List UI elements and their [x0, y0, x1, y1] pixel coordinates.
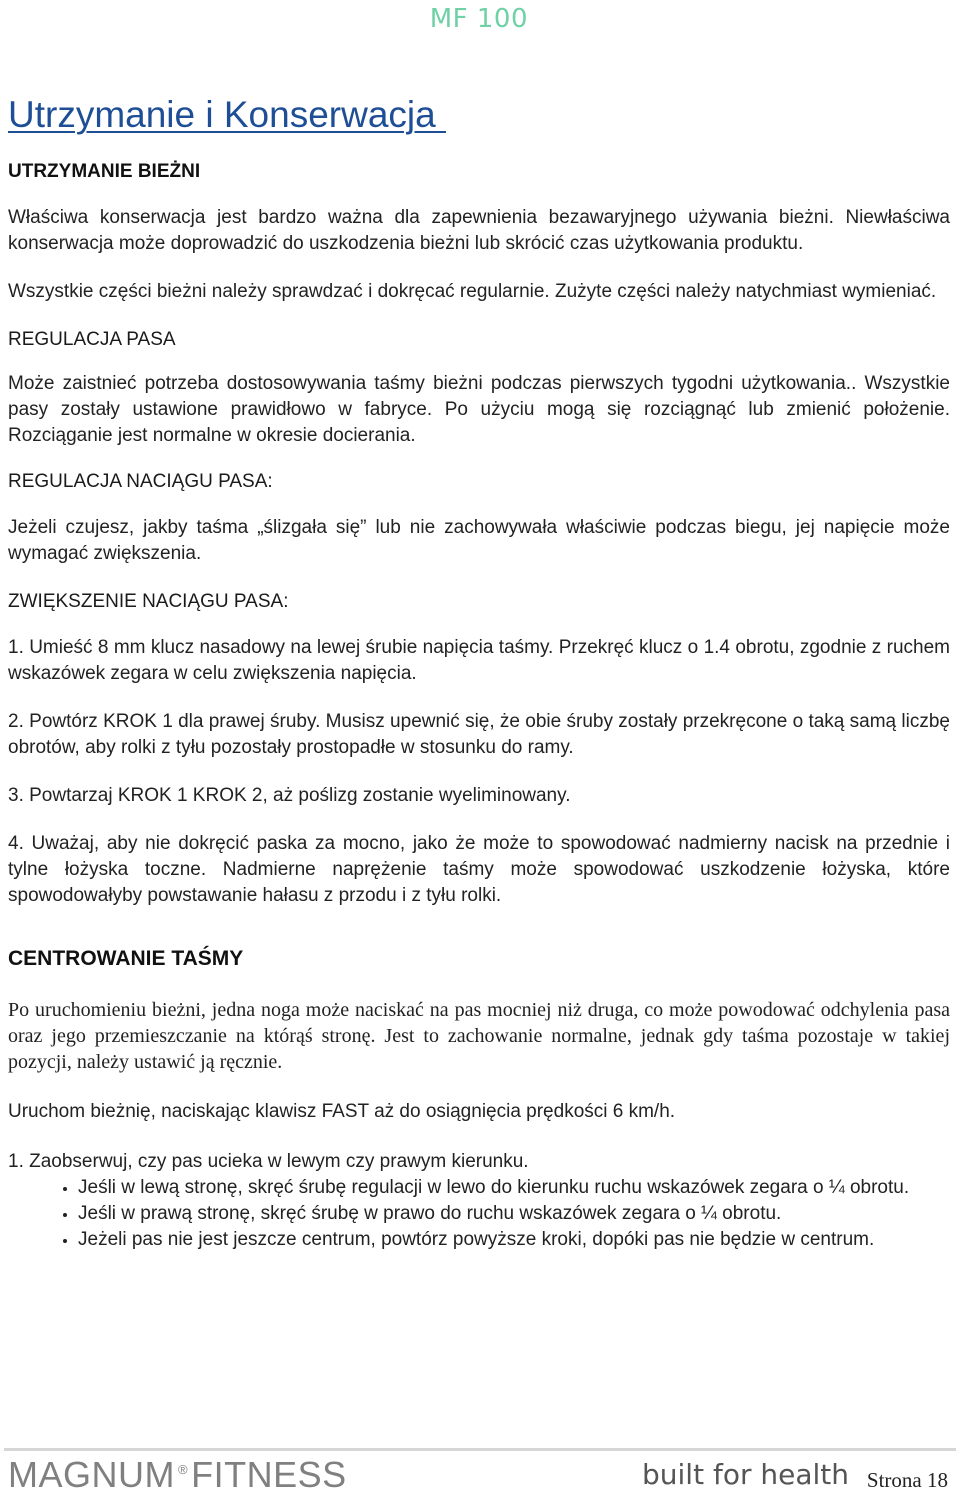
paragraph-start-treadmill: Uruchom bieżnię, naciskając klawisz FAST aż do osiągnięcia prędkości 6 km/h. [8, 1101, 676, 1122]
list-item: • Jeżeli pas nie jest jeszcze centrum, powtórz powyższe kroki, dopóki pas nie będzie w centrum. [78, 1227, 950, 1253]
heading-utrzymanie-biezni: UTRZYMANIE BIEŻNI [8, 161, 201, 182]
paragraph-parts-check: Wszystkie części bieżni należy sprawdzać i dokręcać regularnie. Zużyte części należy natychmiast wymieniać. [8, 281, 937, 302]
step-2: 2. Powtórz KROK 1 dla prawej śruby. Musisz upewnić się, że obie śruby zostały przekręcone o taką samą liczbę obrotów, aby rolki z tyłu pozostały prostopadłe w stosunku do ramy. [8, 711, 950, 758]
heading-regulacja-naciagu: REGULACJA NACIĄGU PASA: [8, 471, 273, 492]
document-body [8, 94, 950, 1253]
step-3: 3. Powtarzaj KROK 1 KROK 2, aż poślizg zostanie wyeliminowany. [8, 785, 571, 806]
brand-tagline: built for health [642, 1458, 849, 1491]
page-title: Utrzymanie i Konserwacja [8, 94, 446, 135]
paragraph-belt-adjustment: Może zaistnieć potrzeba dostosowywania taśmy bieżni podczas pierwszych tygodni użytkowania.. Wszystkie pasy zostały ustawione prawidłowo w fabryce. Po użyciu mogą się rozciągnąć lub zmienić położenie. Rozciąganie jest normalne w okresie docierania. [8, 373, 950, 446]
paragraph-belt-slipping: Jeżeli czujesz, jakby taśma „ślizgała się” lub nie zachowywała właściwie podczas biegu, jej napięcie może wymagać zwiększenia. [8, 517, 950, 564]
paragraph-observe-belt: 1. Zaobserwuj, czy pas ucieka w lewym czy prawym kierunku. [8, 1151, 529, 1172]
heading-centrowanie-tasmy: CENTROWANIE TAŚMY [8, 947, 244, 970]
brand-name-magnum: MAGNUM [8, 1454, 175, 1495]
brand-name-fitness: FITNESS [191, 1454, 347, 1495]
list-item: • Jeśli w lewą stronę, skręć śrubę regulacji w lewo do kierunku ruchu wskazówek zegara o ¼ obrotu. [78, 1175, 950, 1201]
page-number: Strona 18 [866, 1468, 948, 1492]
model-tag: MF 100 [429, 4, 528, 34]
step-4: 4. Uważaj, aby nie dokręcić paska za mocno, jako że może to spowodować nadmierny nacisk na przednie i tylne łożyska toczne. Nadmierne naprężenie taśmy może spowodować uszkodzenie łożyska, które spowodowałyby powstawanie hałasu z przodu i z tyłu rolki. [8, 833, 950, 906]
list-item: • Jeśli w prawą stronę, skręć śrubę w prawo do ruchu wskazówek zegara o ¼ obrotu. [78, 1201, 950, 1227]
step-1: 1. Umieść 8 mm klucz nasadowy na lewej śrubie napięcia taśmy. Przekręć klucz o 1.4 obrotu, zgodnie z ruchem wskazówek zegara w celu zwiększenia napięcia. [8, 637, 950, 684]
paragraph-maintenance-intro: Właściwa konserwacja jest bardzo ważna dla zapewnienia bezawaryjnego używania bieżni. Niewłaściwa konserwacja może doprowadzić do uszkodzenia bieżni lub skrócić czas użytkowania produktu. [8, 207, 950, 254]
brand-logo [8, 1454, 347, 1496]
heading-regulacja-pasa: REGULACJA PASA [8, 329, 176, 350]
paragraph-centering-intro: Po uruchomieniu bieżni, jedna noga może naciskać na pas mocniej niż druga, co może powodować odchylenia pasa oraz jego przemieszczanie na którąś stronę. Jest to zachowanie normalne, jednak gdy taśma pozostaje w takiej pozycji, należy ustawić ją ręcznie. [8, 999, 950, 1073]
heading-zwiekszenie-naciagu: ZWIĘKSZENIE NACIĄGU PASA: [8, 591, 289, 612]
centering-bullet-list [8, 1175, 950, 1253]
registered-mark: ® [178, 1462, 189, 1477]
footer-divider [4, 1448, 956, 1451]
